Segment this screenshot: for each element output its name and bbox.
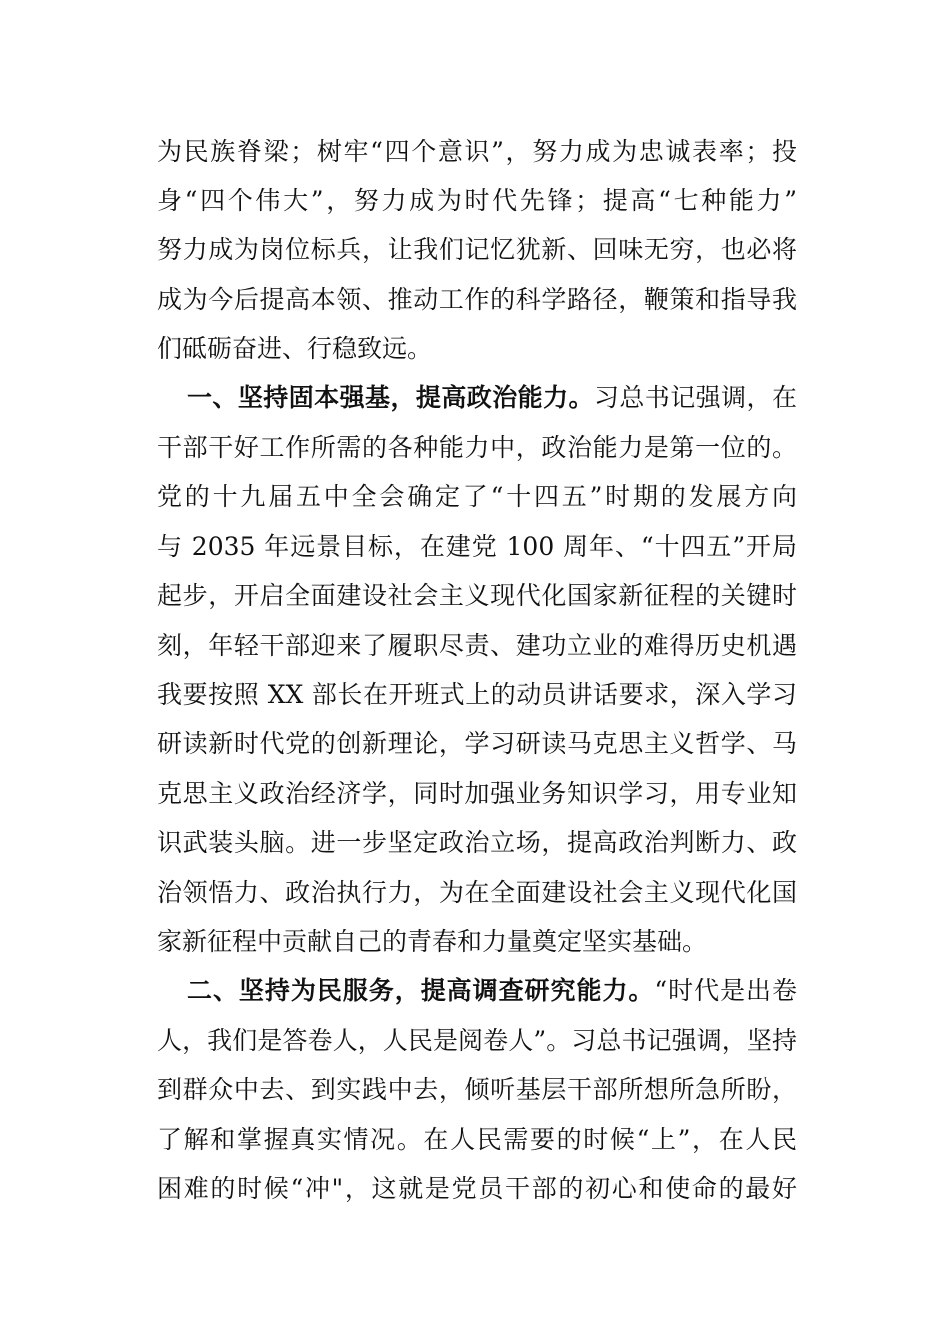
section-one-line-3: 党的十九届五中全会确定了“十四五”时期的发展方向 — [157, 482, 797, 511]
intro-line-4: 成为今后提高本领、推动工作的科学路径，鞭策和指导我 — [157, 285, 797, 314]
intro-line-3: 努力成为岗位标兵，让我们记忆犹新、回味无穷，也必将 — [157, 235, 797, 264]
section-one-line-9: 克思主义政治经济学，同时加强业务知识学习，用专业知 — [157, 779, 797, 808]
section-one-line-2: 干部干好工作所需的各种能力中，政治能力是第一位的。 — [157, 433, 797, 462]
section-one-line-8: 研读新时代党的创新理论，学习研读马克思主义哲学、马 — [157, 729, 797, 758]
section-one-line-7: 我要按照 XX 部长在开班式上的动员讲话要求，深入学习 — [157, 680, 797, 709]
section-two-line-5: 困难的时候“冲"，这就是党员干部的初心和使命的最好 — [157, 1174, 797, 1203]
section-one-first-line-rest: 习总书记强调，在 — [593, 383, 797, 412]
section-two-line-3: 到群众中去、到实践中去，倾听基层干部所想所急所盼， — [157, 1075, 797, 1104]
section-one-heading: 一、坚持固本强基，提高政治能力。 — [187, 383, 594, 412]
section-one-line-11: 治领悟力、政治执行力，为在全面建设社会主义现代化国 — [157, 878, 797, 907]
section-two-line-4: 了解和掌握真实情况。在人民需要的时候“上”，在人民 — [157, 1125, 797, 1154]
section-one-line-4: 与 2035 年远景目标，在建党 100 周年、“十四五”开局 — [157, 532, 797, 561]
section-one-line-6: 刻，年轻干部迎来了履职尽责、建功立业的难得历史机遇 — [157, 631, 797, 660]
intro-line-5: 们砥砺奋进、行稳致远。 — [157, 334, 433, 363]
intro-line-2: 身“四个伟大”，努力成为时代先锋；提高“七种能力” — [157, 186, 797, 215]
section-two-first-line — [187, 971, 797, 1011]
section-one-first-line — [187, 378, 797, 418]
section-one-line-10: 识武装头脑。进一步坚定政治立场，提高政治判断力、政 — [157, 828, 797, 857]
section-two-first-line-rest: “时代是出卷 — [654, 976, 797, 1005]
section-two-heading: 二、坚持为民服务，提高调查研究能力。 — [187, 976, 655, 1005]
intro-line-1: 为民族脊梁；树牢“四个意识”，努力成为忠诚表率；投 — [157, 137, 797, 166]
section-two-line-2: 人，我们是答卷人，人民是阅卷人”。习总书记强调，坚持 — [157, 1026, 797, 1055]
section-one-line-12: 家新征程中贡献自己的青春和力量奠定坚实基础。 — [157, 927, 708, 956]
section-one-line-5: 起步，开启全面建设社会主义现代化国家新征程的关键时 — [157, 581, 797, 610]
